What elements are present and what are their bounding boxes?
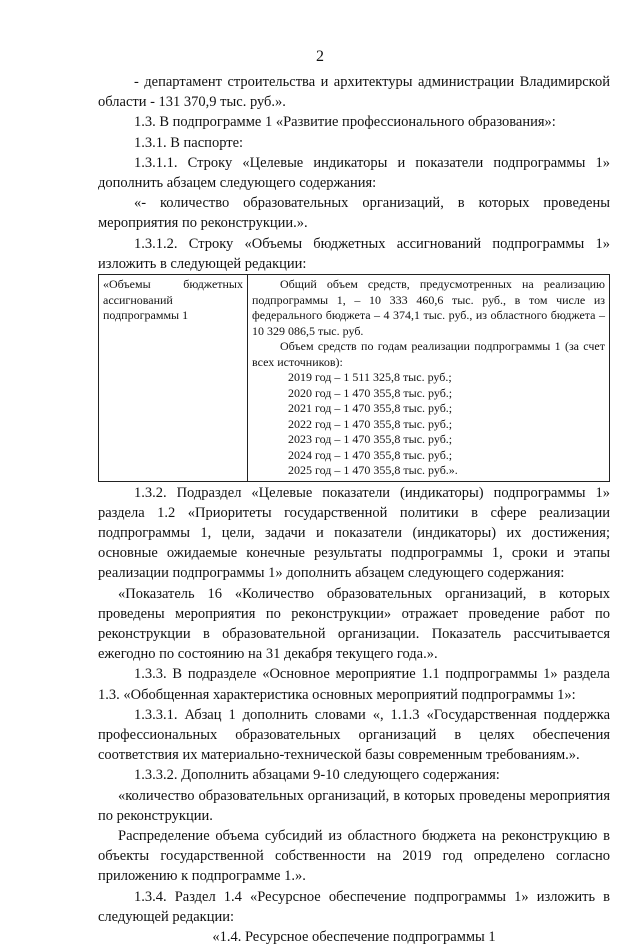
year-line: 2025 год – 1 470 355,8 тыс. руб.». (288, 463, 458, 478)
document-body (98, 72, 610, 947)
funding-table (98, 274, 610, 482)
paragraph: Распределение объема субсидий из областного бюджета на реконструкцию в объекты государственной собственности на 2019 год определено согласно приложению к подпрограмме 1.». (98, 827, 610, 885)
year-line: 2020 год – 1 470 355,8 тыс. руб.; (288, 385, 453, 400)
page-number: 2 (316, 48, 324, 65)
table-row (99, 275, 610, 482)
paragraph: 1.3.3.1. Абзац 1 дополнить словами «, 1.1.3 «Государственная поддержка профессиональных образовательных организаций в целях обеспечения соответствия их материально-технической базы современным требованиям.». (98, 706, 610, 764)
paragraph: 1.3.3. В подразделе «Основное мероприятие 1.1 подпрограммы 1» раздела 1.3. «Обобщенная характеристика основных мероприятий подпрограммы 1»: (98, 666, 610, 703)
paragraph: 1.3.1.2. Строку «Объемы бюджетных ассигнований подпрограммы 1» изложить в следующей редакции: (98, 235, 610, 272)
paragraph: «- количество образовательных организаций, в которых проведены мероприятия по реконструкции.». (98, 195, 610, 232)
paragraph: «количество образовательных организаций, в которых проведены мероприятия по реконструкции. (98, 787, 610, 824)
table-cell-content (248, 275, 610, 482)
year-line: 2019 год – 1 511 325,8 тыс. руб.; (288, 370, 452, 385)
table-cell-label (99, 275, 248, 482)
paragraph: 1.3.4. Раздел 1.4 «Ресурсное обеспечение подпрограммы 1» изложить в следующей редакции: (98, 888, 610, 925)
paragraph: 1.3.3.2. Дополнить абзацами 9-10 следующего содержания: (134, 767, 500, 784)
year-line: 2023 год – 1 470 355,8 тыс. руб.; (288, 432, 453, 447)
section-heading: «1.4. Ресурсное обеспечение подпрограммы 1 (212, 929, 496, 945)
paragraph: 1.3. В подпрограмме 1 «Развитие профессионального образования»: (134, 114, 556, 131)
table-label-text: «Объемы бюджетных ассигнований подпрограммы 1 (103, 277, 243, 323)
paragraph: 1.3.1.1. Строку «Целевые индикаторы и показатели подпрограммы 1» дополнить абзацем следующего содержания: (98, 154, 610, 192)
paragraph: - департамент строительства и архитектуры администрации Владимирской области - 131 370,9 тыс. руб.». (98, 74, 610, 111)
year-line: 2021 год – 1 470 355,8 тыс. руб.; (288, 401, 453, 416)
table-text: Объем средств по годам реализации подпрограммы 1 (за счет всех источников): (252, 339, 605, 369)
year-line: 2024 год – 1 470 355,8 тыс. руб.; (288, 447, 453, 462)
paragraph: «Показатель 16 «Количество образовательных организаций, в которых проведены мероприятия по реконструкции» отражает проведение работ по реконструкции в образовательной организации. Показатель рассчитывается ежегодно по состоянию на 31 декабря текущего года.». (98, 585, 610, 663)
paragraph: 1.3.2. Подраздел «Целевые показатели (индикаторы) подпрограммы 1» раздела 1.2 «Приоритеты государственной политики в сфере реализации подпрограммы 1, цели, задачи и показатели (индикаторы) их достижения; основные ожидаемые конечные результаты подпрограммы 1, сроки и этапы реализации подпрограммы 1» дополнить абзацем следующего содержания: (98, 484, 610, 582)
paragraph: 1.3.1. В паспорте: (134, 134, 244, 151)
year-line: 2022 год – 1 470 355,8 тыс. руб.; (288, 416, 453, 431)
table-text: Общий объем средств, предусмотренных на реализацию подпрограммы 1, – 10 333 460,6 тыс. руб., в том числе из федерального бюджета – 4 374,1 тыс. руб., из областного бюджета – 10 329 086,5 тыс. руб. (252, 277, 605, 338)
